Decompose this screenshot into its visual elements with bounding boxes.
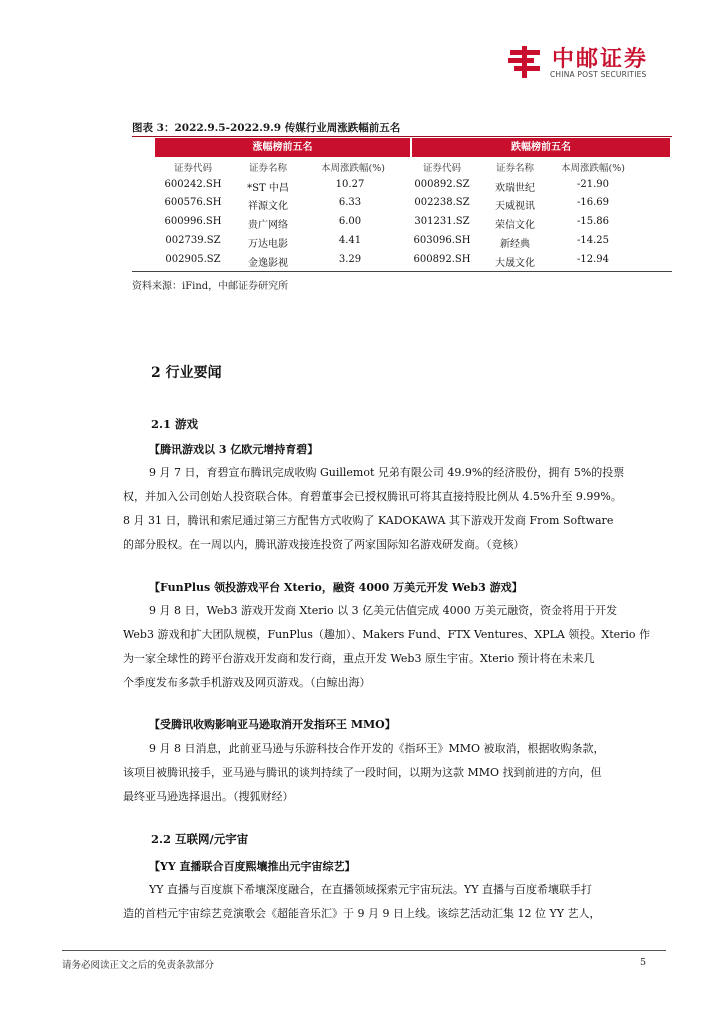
news-text-line: Web3 游戏和扩大团队规模，FunPlus（趣加）、Makers Fund、FTX Ventures、XPLA 领投。Xterio 作 <box>123 628 651 641</box>
footer-rule <box>62 950 666 951</box>
col-header-code-down: 证券代码 <box>422 163 462 174</box>
col-header-change-down: 本周涨跌幅(%) <box>561 163 625 174</box>
figure-source: 资料来源：iFind，中邮证券研究所 <box>132 281 289 292</box>
news-text-line: 为一家全球性的跨平台游戏开发商和发行商，重点开发 Web3 原生宇宙。Xterio 预计将在未来几 <box>123 652 595 665</box>
table-cell: 天威视讯 <box>495 201 535 212</box>
news-title: 【受腾讯收购影响亚马逊取消开发指环王 MMO】 <box>149 718 396 731</box>
table-cell: *ST 中昌 <box>247 183 289 194</box>
table-cell: 3.29 <box>338 254 362 265</box>
table-cell: 贵广网络 <box>248 220 288 231</box>
figure-title: 图表 3：2022.9.5-2022.9.9 传媒行业周涨跌幅前五名 <box>132 122 401 134</box>
col-header-name-up: 证券名称 <box>248 163 288 174</box>
table-cell: 10.27 <box>335 179 365 190</box>
news-text-line: 造的首档元宇宙综艺竞演歌会《超能音乐汇》于 9 月 9 日上线。该综艺活动汇集 12 位 YY 艺人， <box>123 907 601 920</box>
table-cell: -21.90 <box>576 179 610 190</box>
news-title: 【腾讯游戏以 3 亿欧元增持育碧】 <box>149 443 319 456</box>
table-top-rule <box>132 136 672 137</box>
col-header-change-up: 本周涨跌幅(%) <box>321 163 385 174</box>
news-text-line: 8 月 31 日，腾讯和索尼通过第三方配售方式收购了 KADOKAWA 其下游戏开发商 From Software <box>123 514 614 527</box>
news-text-line: 9 月 7 日，育碧宣布腾讯完成收购 Guillemot 兄弟有限公司 49.9%的经济股份，拥有 5%的投票 <box>149 466 625 479</box>
table-cell: 002739.SZ <box>165 235 221 246</box>
table-cell: 大晟文化 <box>495 258 535 269</box>
table-cell: 600242.SH <box>164 179 222 190</box>
table-cell: -12.94 <box>576 254 610 265</box>
news-text-line: 个季度发布多款手机游戏及网页游戏。（白鲸出海） <box>123 676 371 689</box>
news-text-line: 的部分股权。在一周以内，腾讯游戏接连投资了两家国际知名游戏研发商。（竞核） <box>123 538 525 551</box>
news-text-line: 权，并加入公司创始人投资联合体。育碧董事会已授权腾讯可将其直接持股比例从 4.5%升至 9.99%。 <box>123 490 622 503</box>
table-bottom-rule <box>132 271 672 272</box>
news-text-line: YY 直播与百度旗下希壤深度融合，在直播领域探索元宇宙玩法。YY 直播与百度希壤联手打 <box>149 883 593 896</box>
table-cell: 荣信文化 <box>495 220 535 231</box>
col-header-name-down: 证券名称 <box>495 163 535 174</box>
table-cell: -15.86 <box>576 216 610 227</box>
table-cell: 002238.SZ <box>414 197 470 208</box>
brand-name-cn: 中邮证券 <box>552 47 649 72</box>
table-cell: 4.41 <box>338 235 362 246</box>
table-cell: 6.33 <box>338 197 362 208</box>
news-text-line: 该项目被腾讯接手，亚马逊与腾讯的谈判持续了一段时间，以期为这款 MMO 找到前进的方向，但 <box>123 766 602 779</box>
china-post-logo-icon <box>506 44 544 80</box>
table-cell: -16.69 <box>576 197 610 208</box>
table-cell: 6.00 <box>338 216 362 227</box>
news-text-line: 9 月 8 日，Web3 游戏开发商 Xterio 以 3 亿美元估值完成 4000 万美元融资，资金将用于开发 <box>149 604 618 617</box>
news-title: 【YY 直播联合百度熙壤推出元宇宙综艺】 <box>149 860 356 873</box>
news-text-line: 9 月 8 日消息，此前亚马逊与乐游科技合作开发的《指环王》MMO 被取消，根据收购条款， <box>149 742 605 755</box>
table-cell: 万达电影 <box>248 239 288 250</box>
brand-name-en: CHINA POST SECURITIES <box>550 70 647 79</box>
section-heading: 2 行业要闻 <box>151 365 222 381</box>
down-group-header: 跌幅榜前五名 <box>412 138 670 157</box>
table-cell: 新经典 <box>500 239 530 250</box>
footer-disclaimer: 请务必阅读正文之后的免责条款部分 <box>62 960 215 971</box>
up-group-header: 涨幅榜前五名 <box>155 138 410 157</box>
news-text-line: 最终亚马逊选择退出。（搜狐财经） <box>123 790 294 803</box>
table-cell: 002905.SZ <box>165 254 221 265</box>
table-cell: 欢瑞世纪 <box>495 183 535 194</box>
table-cell: 金逸影视 <box>248 258 288 269</box>
col-header-code-up: 证券代码 <box>173 163 213 174</box>
page-number: 5 <box>640 957 647 968</box>
brand-logo <box>506 42 666 84</box>
table-cell: -14.25 <box>576 235 610 246</box>
table-cell: 603096.SH <box>413 235 471 246</box>
subsection-heading-internet: 2.2 互联网/元宇宙 <box>151 832 249 846</box>
table-cell: 600576.SH <box>164 197 222 208</box>
table-cell: 000892.SZ <box>414 179 470 190</box>
news-title: 【FunPlus 领投游戏平台 Xterio，融资 4000 万美元开发 Web3 游戏】 <box>149 581 523 594</box>
table-cell: 600996.SH <box>164 216 222 227</box>
table-cell: 600892.SH <box>413 254 471 265</box>
table-cell: 祥源文化 <box>248 201 288 212</box>
subsection-heading-games: 2.1 游戏 <box>151 417 199 431</box>
table-cell: 301231.SZ <box>414 216 470 227</box>
